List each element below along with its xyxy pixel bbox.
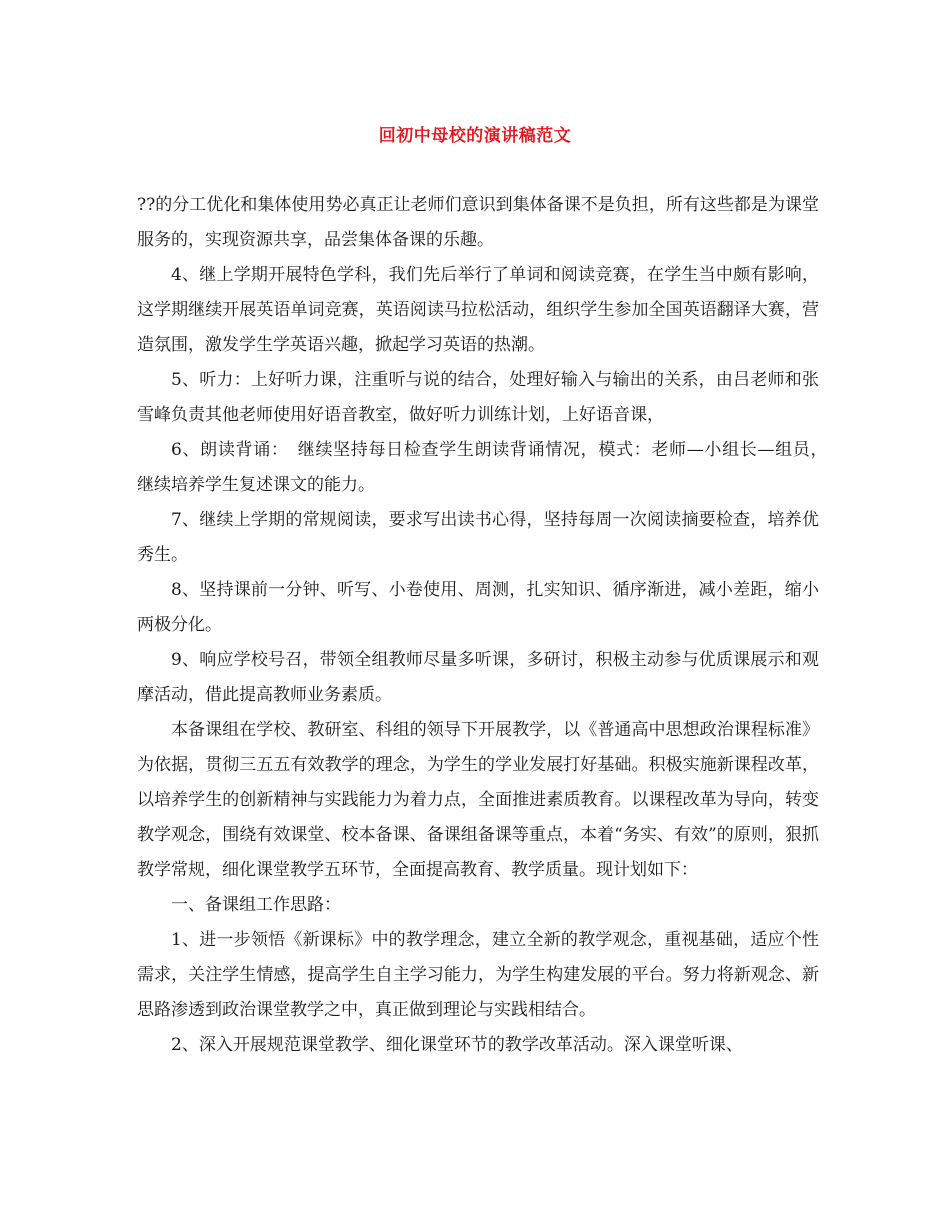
- paragraph: 7、继续上学期的常规阅读，要求写出读书心得，坚持每周一次阅读摘要检查，培养优秀生。: [137, 510, 819, 565]
- paragraph: ??的分工优化和集体使用势必真正让老师们意识到集体备课不是负担，所有这些都是为课堂服务的，实现资源共享，品尝集体备课的乐趣。: [137, 195, 819, 250]
- paragraph: 5、听力：上好听力课，注重听与说的结合，处理好输入与输出的关系，由吕老师和张雪峰负责其他老师使用好语音教室，做好听力训练计划，上好语音课，: [137, 370, 819, 425]
- section-heading: 一、备课组工作思路：: [171, 895, 341, 915]
- paragraph: 9、响应学校号召，带领全组教师尽量多听课，多研讨，积极主动参与优质课展示和观摩活动，借此提高教师业务素质。: [137, 650, 819, 705]
- document-body: [137, 188, 836, 1063]
- paragraph: 2、深入开展规范课堂教学、细化课堂环节的教学改革活动。深入课堂听课、: [171, 1035, 743, 1055]
- paragraph: 本备课组在学校、教研室、科组的领导下开展教学，以《普通高中思想政治课程标准》为依据，贯彻三五五有效教学的理念，为学生的学业发展打好基础。积极实施新课程改革，以培养学生的创新精神与实践能力为着力点，全面推进素质教育。以课程改革为导向，转变教学观念，围绕有效课堂、校本备课、备课组备课等重点，本着“务实、有效”的原则，狠抓教学常规，细化课堂教学五环节，全面提高教育、教学质量。现计划如下：: [137, 720, 819, 880]
- paragraph: 1、进一步领悟《新课标》中的教学理念，建立全新的教学观念，重视基础，适应个性需求，关注学生情感，提高学生自主学习能力，为学生构建发展的平台。努力将新观念、新思路渗透到政治课堂教学之中，真正做到理论与实践相结合。: [137, 930, 819, 1020]
- document-title: 回初中母校的演讲稿范文: [378, 126, 572, 146]
- paragraph: 6、朗读背诵： 继续坚持每日检查学生朗读背诵情况，模式：老师—小组长—组员， 继续培养学生复述课文的能力。: [137, 440, 836, 495]
- paragraph: 8、坚持课前一分钟、听写、小卷使用、周测，扎实知识、循序渐进，减小差距，缩小两极分化。: [137, 580, 819, 635]
- paragraph: 4、继上学期开展特色学科，我们先后举行了单词和阅读竞赛，在学生当中颇有影响，这学期继续开展英语单词竞赛，英语阅读马拉松活动，组织学生参加全国英语翻译大赛，营造氛围，激发学生学英语兴趣，掀起学习英语的热潮。: [137, 265, 819, 355]
